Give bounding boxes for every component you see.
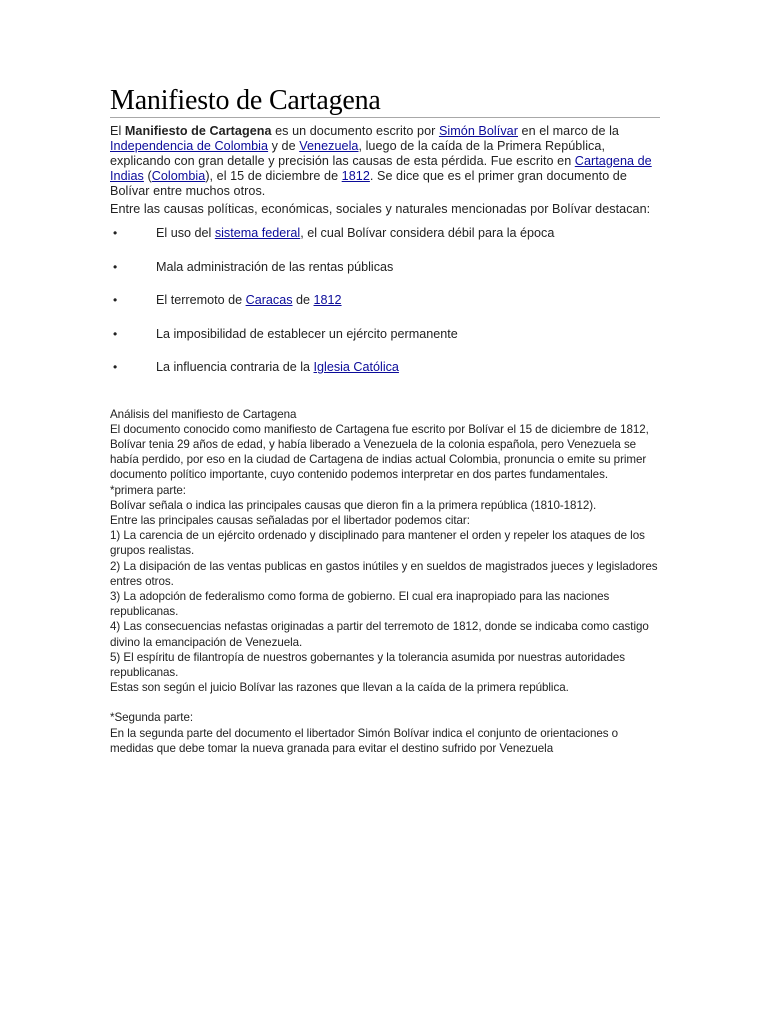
bullet-icon: • — [113, 326, 118, 341]
cause-text: La influencia contraria de la — [156, 360, 314, 374]
intro-paragraph — [110, 124, 660, 199]
paragraph-gap — [110, 695, 660, 710]
analysis-conclusion: Estas son según el juicio Bolívar las razones que llevan a la caída de la primera república. — [110, 681, 569, 695]
bullet-icon: • — [113, 360, 118, 374]
link-venezuela[interactable]: Venezuela — [299, 139, 359, 153]
bullet-icon: • — [113, 259, 118, 274]
intro-text: en el marco de la — [517, 124, 619, 138]
causes-list — [110, 225, 660, 393]
intro-text: ), el 15 de diciembre de — [205, 169, 342, 183]
part2-text: En la segunda parte del documento el libertador Simón Bolívar indica el conjunto de orientaciones o medidas que debe tomar la nueva granada para evitar el destino sufrido por Venezuela — [110, 726, 619, 755]
bullet-icon: • — [113, 226, 118, 240]
intro-text: . Se dice que es el primer gran documento de Bolívar entre muchos otros. — [110, 169, 627, 198]
cause-text: La imposibilidad de establecer un ejército permanente — [156, 326, 458, 341]
cause-text: Mala administración de las rentas públicas — [156, 259, 394, 274]
intro-text: y de — [268, 139, 300, 153]
cause-item: 2) La disipación de las ventas publicas en gastos inútiles y en sueldos de magistrados jueces y legisladores entres otros. — [110, 559, 658, 588]
link-sistema-federal[interactable]: sistema federal — [214, 226, 301, 240]
intro-text: ( — [143, 169, 152, 183]
intro-bold-title: Manifiesto de Cartagena — [124, 124, 272, 138]
link-1812[interactable]: 1812 — [313, 293, 342, 307]
analysis-heading: Análisis del manifiesto de Cartagena — [110, 407, 297, 421]
list-item — [110, 259, 660, 293]
link-caracas[interactable]: Caracas — [245, 293, 293, 307]
cause-text: El terremoto de — [156, 293, 246, 307]
part1-lead: Entre las principales causas señaladas por el libertador podemos citar: — [110, 513, 470, 527]
list-item — [110, 359, 660, 393]
intro-text: El — [110, 124, 125, 138]
list-item — [110, 292, 660, 326]
part1-intro: Bolívar señala o indica las principales causas que dieron fin a la primera república (1810-1812). — [110, 498, 597, 512]
link-colombia[interactable]: Colombia — [151, 169, 206, 183]
analysis-section — [110, 407, 660, 756]
cause-text: , el cual Bolívar considera débil para la época — [300, 226, 555, 240]
list-item — [110, 225, 660, 259]
page-title: Manifiesto de Cartagena — [110, 86, 660, 118]
cause-text: El uso del — [156, 226, 215, 240]
cause-text: de — [292, 293, 314, 307]
causes-intro: Entre las causas políticas, económicas, sociales y naturales mencionadas por Bolívar destacan: — [110, 202, 651, 216]
part1-label: *primera parte: — [110, 483, 186, 497]
cause-item: 4) Las consecuencias nefastas originadas a partir del terremoto de 1812, donde se indicaba como castigo divino la emancipación de Venezuela. — [110, 620, 649, 649]
link-1812[interactable]: 1812 — [341, 169, 370, 183]
link-cartagena-de-indias[interactable]: Cartagena de Indias — [110, 154, 652, 183]
cause-item: 1) La carencia de un ejército ordenado y disciplinado para mantener el orden y repeler los ataques de los grupos realistas. — [110, 529, 645, 558]
analysis-paragraph: El documento conocido como manifiesto de Cartagena fue escrito por Bolívar el 15 de diciembre de 1812, Bolívar tenia 29 años de edad, y había liberado a Venezuela de la colonia española, pero Venezuela se había perdido, por eso en la ciudad de Cartagena de indias actual Colombia, pronuncia o emite su primer documento político importante, cuyo contenido podemos interpretar en dos partes fundamentales. — [110, 422, 649, 482]
link-iglesia-catolica[interactable]: Iglesia Católica — [313, 360, 399, 374]
intro-text: , luego de la caída de la Primera República, explicando con gran detalle y precisión las causas de esta pérdida. Fue escrito en — [110, 139, 606, 168]
document-content — [110, 86, 660, 756]
cause-item: 3) La adopción de federalismo como forma de gobierno. El cual era inapropiado para las naciones republicanas. — [110, 589, 610, 619]
intro-text: es un documento escrito por — [271, 124, 439, 138]
part2-label: *Segunda parte: — [110, 711, 194, 725]
list-item — [110, 326, 660, 360]
bullet-icon: • — [113, 293, 118, 307]
link-simon-bolivar[interactable]: Simón Bolívar — [438, 124, 518, 138]
link-independencia-colombia[interactable]: Independencia de Colombia — [110, 139, 269, 153]
cause-item: 5) El espíritu de filantropía de nuestros gobernantes y la tolerancia asumida por nuestras autoridades republicanas. — [110, 650, 625, 679]
